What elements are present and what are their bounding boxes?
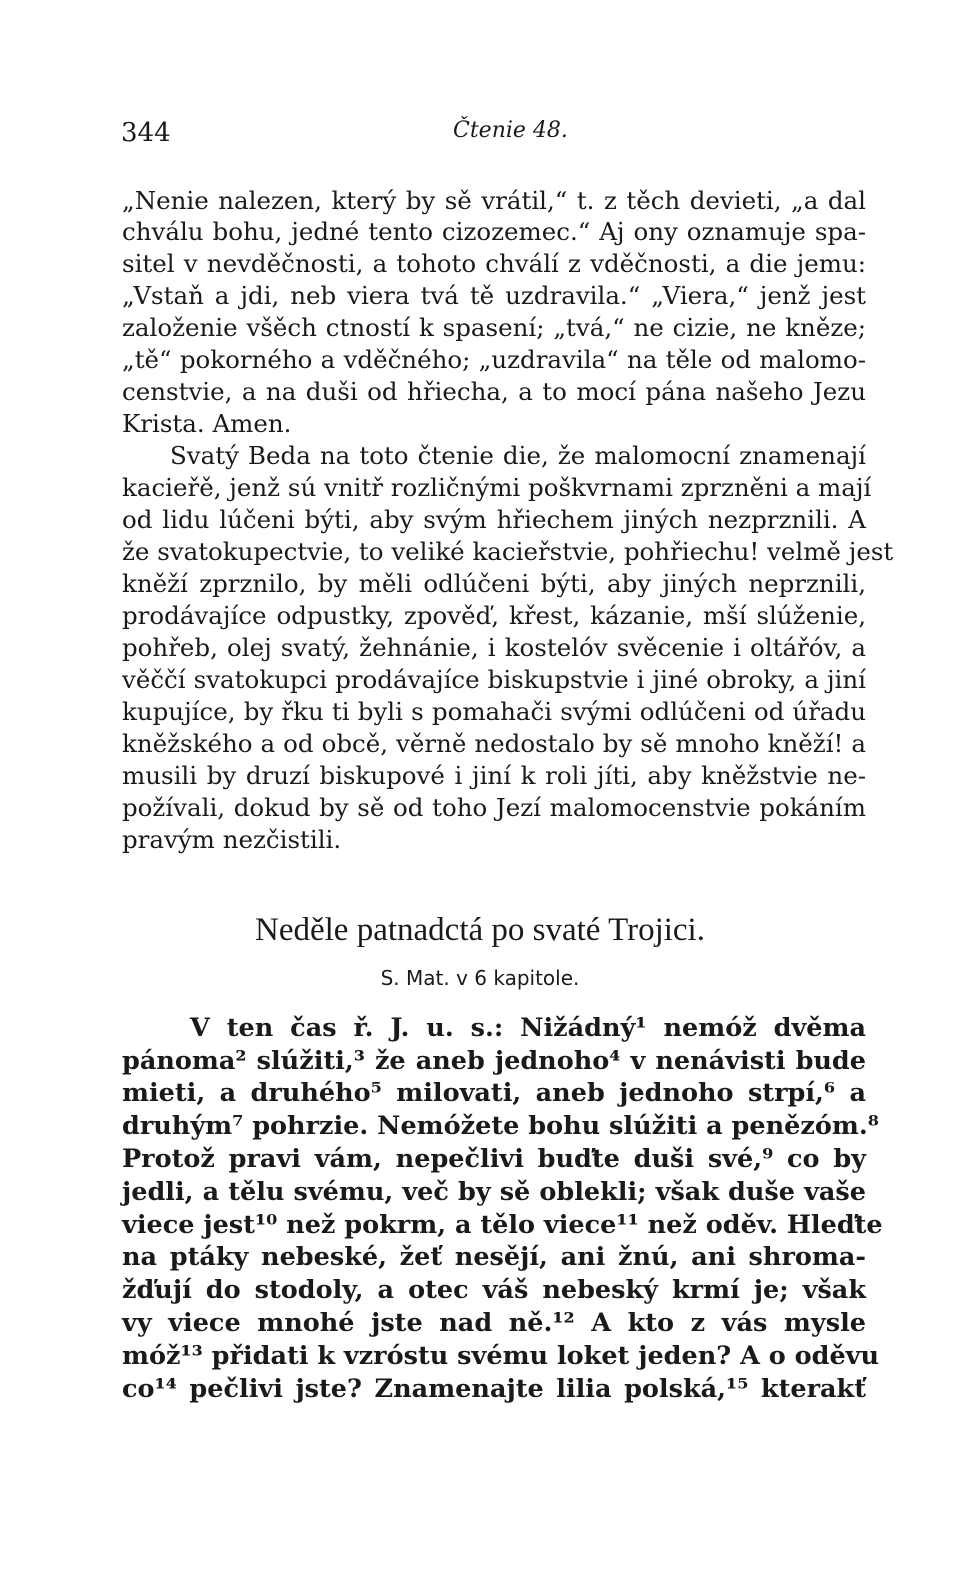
text-line: založenie všěch ctností k spasení; „tvá,“ ne cizie, ne kněze; — [122, 313, 866, 342]
text-line: pohřeb, olej svatý, žehnánie, i kostelóv svěcenie i oltářóv, a — [122, 633, 866, 662]
text-line: kacieřě, jenž sú vnitř rozličnými poškvrnami zprzněni a mají — [122, 473, 872, 502]
section-subtitle: S. Mat. v 6 kapitole. — [380, 966, 580, 990]
text-line: kněží zprznilo, by měli odlúčeni býti, aby jiných neprznili, — [122, 569, 866, 598]
gospel-line: móž¹³ přidati k vzróstu svému loket jeden? A o oděvu — [122, 1341, 880, 1371]
gospel-line: na ptáky nebeské, žeť nesějí, ani žnú, ani shroma- — [122, 1242, 866, 1272]
text-line: „Nenie nalezen, který by sě vrátil,“ t. z těch devieti, „a dal — [122, 186, 866, 215]
text-line: Svatý Beda na toto čtenie die, že malomocní znamenají — [170, 441, 866, 470]
text-line: že svatokupectvie, to veliké kacieřstvie, pohřiechu! velmě jest — [122, 537, 894, 566]
text-line: „Vstaň a jdi, neb viera tvá tě uzdravila.“ „Viera,“ jenž jest — [122, 281, 866, 310]
text-line: sitel v nevděčnosti, a tohoto chválí z vděčnosti, a die jemu: — [122, 249, 866, 278]
gospel-line: Protož pravi vám, nepečlivi buďte duši své,⁹ co by — [122, 1144, 866, 1174]
gospel-line: vy viece mnohé jste nad ně.¹² A kto z vás mysle — [122, 1308, 866, 1338]
gospel-line: druhým⁷ pohrzie. Nemóžete bohu slúžiti a penězóm.⁸ — [122, 1111, 879, 1141]
text-line: požívali, dokud by sě od toho Jezí malomocenstvie pokáním — [122, 793, 866, 822]
gospel-line: mieti, a druhého⁵ milovati, aneb jednoho strpí,⁶ a — [122, 1078, 866, 1108]
gospel-line: viece jest¹⁰ než pokrm, a tělo viece¹¹ než oděv. Hleďte — [122, 1210, 883, 1240]
page-number: 344 — [121, 118, 171, 148]
gospel-line: co¹⁴ pečlivi jste? Znamenajte lilia polská,¹⁵ kterakť — [122, 1374, 866, 1404]
running-head: Čtenie 48. — [453, 118, 568, 143]
gospel-line: žďují do stodoly, a otec váš nebeský krmí je; však — [122, 1275, 866, 1305]
gospel-line: jedli, a tělu svému, več by sě oblekli; však duše vaše — [122, 1177, 866, 1207]
text-line: chválu bohu, jedné tento cizozemec.“ Aj ony oznamuje spa- — [122, 217, 866, 246]
text-line: kněžského a od obcě, věrně nedostalo by sě mnoho kněží! a — [122, 729, 866, 758]
text-line: „tě“ pokorného a vděčného; „uzdravila“ na těle od malomo- — [122, 345, 866, 374]
text-line: prodávajíce odpustky, zpověď, křest, kázanie, mší slúženie, — [122, 601, 866, 630]
gospel-line: pánoma² slúžiti,³ že aneb jednoho⁴ v nenávisti bude — [122, 1046, 866, 1076]
gospel-line: V ten čas ř. J. u. s.: Nižádný¹ nemóž dvěma — [190, 1013, 866, 1043]
text-line: Krista. Amen. — [122, 409, 292, 438]
text-line: musili by druzí biskupové i jiní k roli jíti, aby kněžstvie ne- — [122, 761, 866, 790]
section-title: Neděle patnadctá po svaté Trojici. — [255, 912, 705, 948]
text-line: censtvie, a na duši od hřiecha, a to mocí pána našeho Jezu — [122, 377, 866, 406]
text-line: pravým nezčistili. — [122, 825, 342, 854]
text-line: kupujíce, by řku ti byli s pomahači svými odlúčeni od úřadu — [122, 697, 866, 726]
text-line: věččí svatokupci prodávajíce biskupstvie i jiné obroky, a jiní — [122, 665, 866, 694]
text-line: od lidu lúčeni býti, aby svým hřiechem jiných nezprznili. A — [122, 505, 866, 534]
